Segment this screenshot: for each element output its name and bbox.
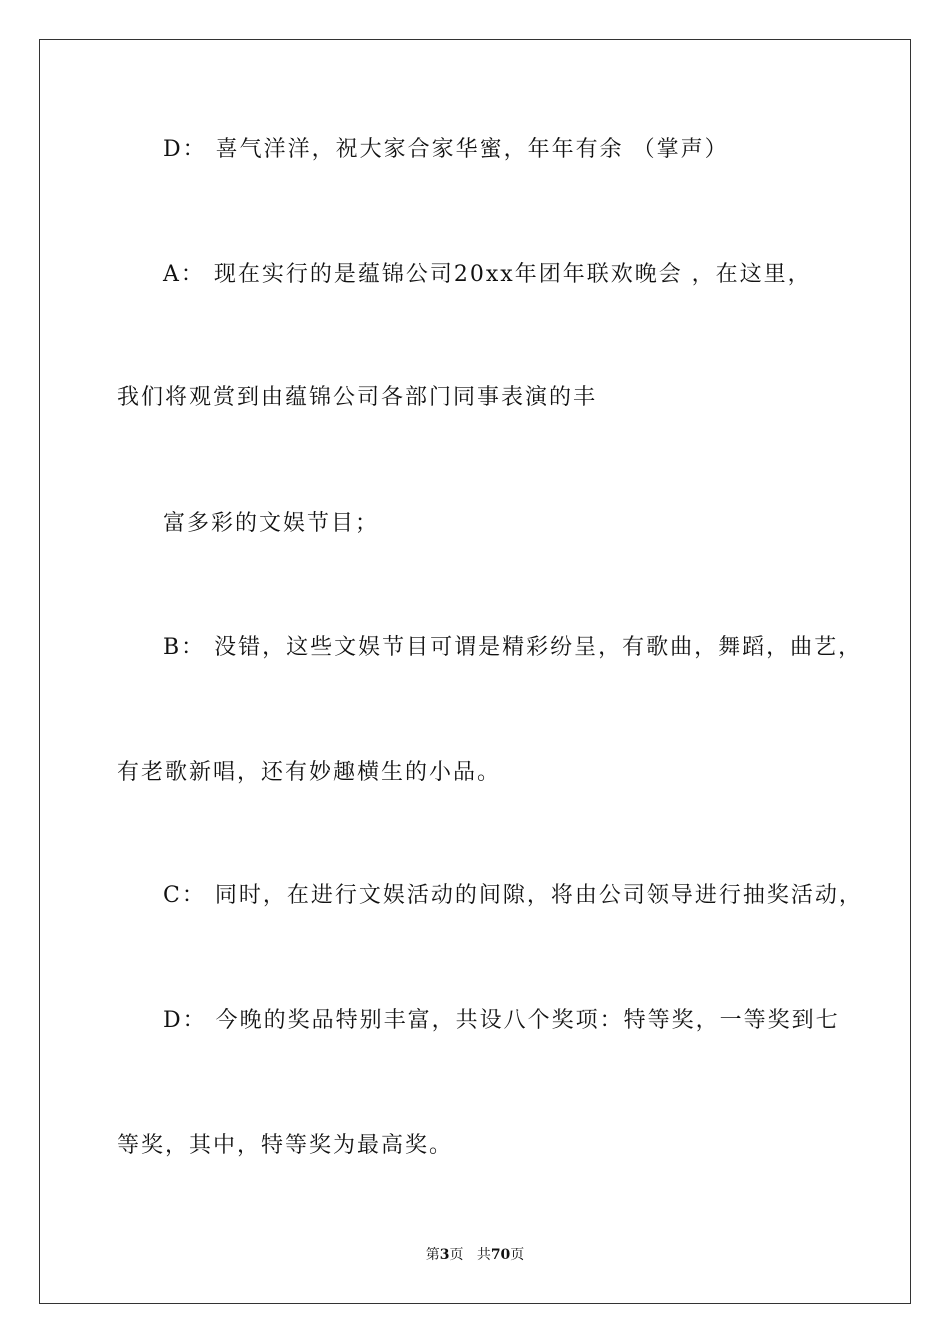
footer-page-prefix: 第 <box>425 1247 440 1263</box>
paragraph-line-3: 我们将观赏到由蕴锦公司各部门同事表演的丰 <box>117 385 598 410</box>
footer-page-number: 3 <box>439 1247 450 1263</box>
page-border <box>39 39 911 1304</box>
footer-total-suffix: 页 <box>510 1247 525 1263</box>
footer-page-suffix: 页 <box>449 1247 464 1263</box>
paragraph-line-4: 富多彩的文娱节目； <box>163 511 380 536</box>
paragraph-line-9: 等奖，其中，特等奖为最高奖。 <box>117 1133 454 1158</box>
footer-total-pages: 70 <box>490 1247 511 1263</box>
paragraph-line-7: C： 同时，在进行文娱活动的间隙，将由公司领导进行抽奖活动， <box>163 883 863 908</box>
paragraph-line-1: D： 喜气洋洋，祝大家合家华蜜，年年有余 （掌声） <box>163 137 729 162</box>
page-footer <box>0 1245 950 1265</box>
footer-total-prefix: 共 <box>476 1247 491 1263</box>
paragraph-line-2: A： 现在实行的是蕴锦公司20xx年团年联欢晚会 ，在这里， <box>163 262 812 287</box>
paragraph-line-6: 有老歌新唱，还有妙趣横生的小品。 <box>117 760 502 785</box>
paragraph-line-5: B： 没错，这些文娱节目可谓是精彩纷呈，有歌曲，舞蹈，曲艺， <box>163 635 863 660</box>
paragraph-line-8: D： 今晚的奖品特别丰富，共设八个奖项：特等奖，一等奖到七 <box>163 1008 840 1033</box>
